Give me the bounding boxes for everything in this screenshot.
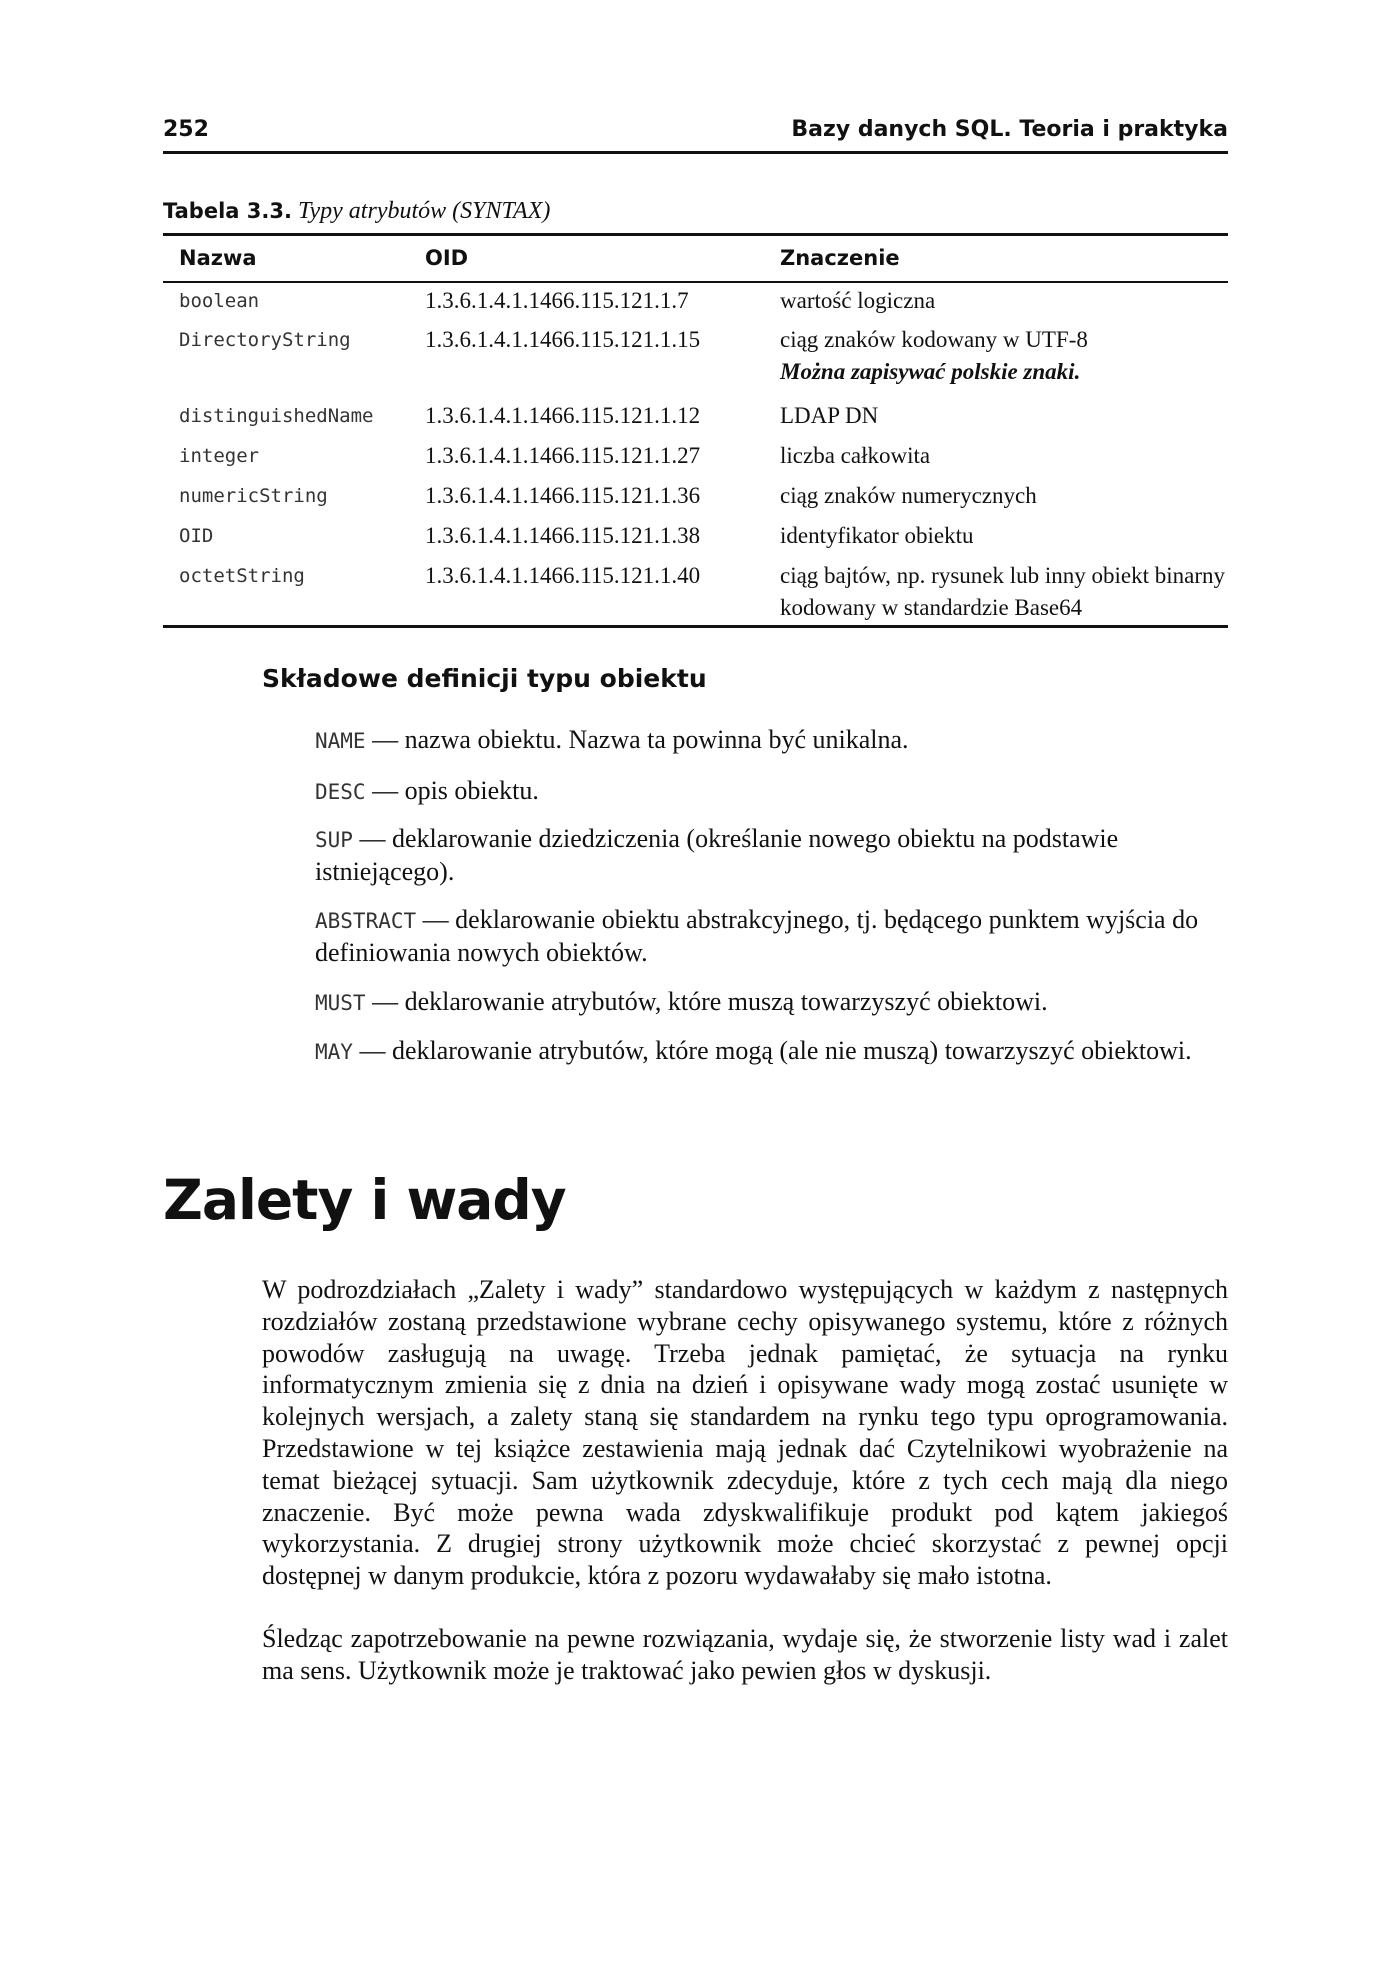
cell-meaning: ciąg bajtów, np. rysunek lub inny obiekt binarny kodowany w standardzie Base64 (780, 563, 1226, 620)
cell-meaning: ciąg znaków numerycznych (780, 483, 1037, 508)
cell-meaning: wartość logiczna (780, 288, 936, 313)
cell-note: Można zapisywać polskie znaki. (780, 359, 1081, 384)
cell-name: boolean (179, 290, 260, 312)
cell-oid: 1.3.6.1.4.1.1466.115.121.1.15 (425, 327, 701, 352)
cell-oid: 1.3.6.1.4.1.1466.115.121.1.7 (425, 288, 689, 313)
header-rule (163, 151, 1228, 154)
body-paragraph: W podrozdziałach „Zalety i wady” standardowo występujących w każdym z następnych rozdziałów zostaną przedstawione wybrane cechy opisywanego systemu, które z różnych powodów zasługują na uwagę. Trzeba jednak pamiętać, że sytuacja na rynku informatycznym zmienia się z dnia na dzień i opisywane wady mogą zostać usunięte w kolejnych wersjach, a zalety staną się standardem na rynku tego typu oprogramowania. Przedstawione w tej książce zestawienia mają jednak dać Czytelnikowi wyobrażenie na temat bieżącej sytuacji. Sam użytkownik zdecyduje, które z tych cech mają dla niego znaczenie. Być może pewna wada zdyskwalifikuje produkt pod kątem jakiegoś wykorzystania. Z drugiej strony użytkownik może chcieć skorzystać z pewnej opcji dostępnej w danym produkcie, która z pozoru wydawałaby się mało istotna. (262, 1275, 1228, 1591)
cell-meaning: LDAP DN (780, 403, 879, 428)
definition-text: — deklarowanie dziedziczenia (określanie nowego obiektu na podstawie istniejącego). (315, 824, 1119, 886)
cell-name: OID (179, 525, 214, 547)
table-top-rule (163, 233, 1228, 236)
definition-item (315, 775, 1215, 808)
definition-text: — deklarowanie atrybutów, które muszą towarzyszyć obiektowi. (365, 987, 1048, 1016)
table-header-rule (163, 281, 1228, 283)
cell-meaning: liczba całkowita (780, 443, 931, 468)
definition-keyword: NAME (315, 729, 366, 753)
definitions-heading: Składowe definicji typu obiektu (262, 664, 707, 693)
cell-meaning: ciąg znaków kodowany w UTF-8 (780, 327, 1088, 352)
cell-name: DirectoryString (179, 329, 351, 351)
definition-text: — opis obiektu. (365, 776, 539, 805)
definition-keyword: MUST (315, 991, 366, 1015)
definition-keyword: SUP (315, 828, 353, 852)
table-caption (163, 198, 550, 225)
definition-text: — deklarowanie obiektu abstrakcyjnego, tj. będącego punktem wyjścia do definiowania nowych obiektów. (315, 905, 1199, 967)
definition-keyword: ABSTRACT (315, 909, 417, 933)
definition-item (315, 1035, 1215, 1068)
column-header-oid: OID (425, 246, 469, 270)
cell-oid: 1.3.6.1.4.1.1466.115.121.1.40 (425, 563, 701, 588)
cell-oid: 1.3.6.1.4.1.1466.115.121.1.27 (425, 443, 701, 468)
column-header-znaczenie: Znaczenie (780, 246, 900, 270)
table-header-row (163, 246, 1228, 276)
cell-oid: 1.3.6.1.4.1.1466.115.121.1.36 (425, 483, 701, 508)
definition-text: — nazwa obiektu. Nazwa ta powinna być unikalna. (365, 725, 909, 754)
definition-item (315, 724, 1215, 757)
definition-keyword: DESC (315, 780, 366, 804)
cell-oid: 1.3.6.1.4.1.1466.115.121.1.12 (425, 403, 701, 428)
table-bottom-rule (163, 625, 1228, 628)
cell-oid: 1.3.6.1.4.1.1466.115.121.1.38 (425, 523, 701, 548)
cell-meaning: identyfikator obiektu (780, 523, 974, 548)
page-number: 252 (163, 117, 209, 142)
running-header (163, 117, 1228, 142)
table-caption-text: Typy atrybutów (SYNTAX) (297, 198, 551, 224)
cell-name: distinguishedName (179, 405, 374, 427)
cell-name: numericString (179, 485, 328, 507)
column-header-nazwa: Nazwa (179, 246, 257, 270)
book-title: Bazy danych SQL. Teoria i praktyka (791, 117, 1228, 142)
cell-name: octetString (179, 565, 305, 587)
section-heading: Zalety i wady (163, 1168, 566, 1232)
definition-keyword: MAY (315, 1040, 353, 1064)
body-paragraph: Śledząc zapotrzebowanie na pewne rozwiązania, wydaje się, że stworzenie listy wad i zalet ma sens. Użytkownik może je traktować jako pewien głos w dyskusji. (262, 1624, 1228, 1685)
table-caption-label: Tabela 3.3. (163, 199, 292, 223)
definition-item (315, 904, 1215, 969)
definition-item (315, 823, 1215, 888)
cell-meaning-group (780, 324, 1225, 388)
definition-text: — deklarowanie atrybutów, które mogą (ale nie muszą) towarzyszyć obiektowi. (352, 1036, 1192, 1065)
cell-name: integer (179, 445, 260, 467)
definition-item (315, 986, 1215, 1019)
